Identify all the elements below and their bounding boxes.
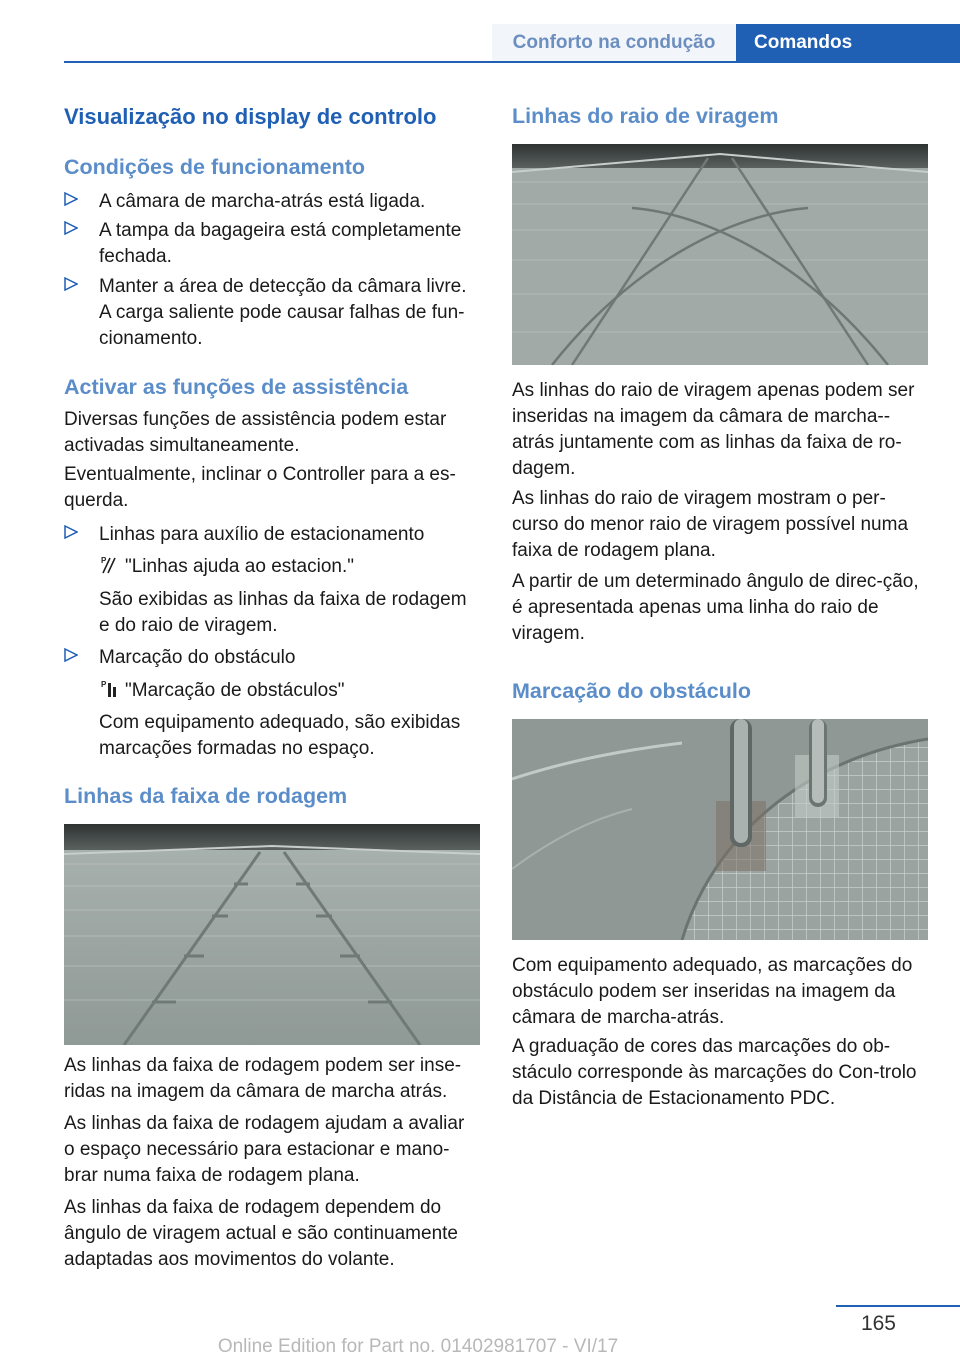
section-title: Visualização no display de controlo [64, 104, 437, 129]
option-parking-lines-label: Linhas para auxílio de estacionamento [99, 524, 425, 545]
activate-heading: Activar as funções de assistência [64, 375, 409, 399]
edition-note [0, 1336, 960, 1358]
option-obstacle-label: Marcação do obstáculo [99, 647, 296, 668]
option-obstacle-menu [99, 678, 480, 704]
triangle-right-icon [64, 192, 78, 206]
turn-radius-camera-image [512, 144, 928, 365]
list-item-text: A tampa da bagageira está completamente fechada. [99, 220, 462, 267]
header-chapter-tab: Comandos [736, 24, 960, 61]
obstacle-paragraph-1: Com equipamento adequado, as marcações do obstáculo podem ser inseridas na imagem da câmara de marcha-atrás. [512, 955, 913, 1028]
page-number: 165 [860, 1312, 896, 1335]
triangle-right-icon [64, 277, 78, 291]
list-item [64, 274, 480, 352]
svg-text:P: P [101, 680, 107, 689]
list-item [64, 645, 480, 671]
header-rule [64, 61, 960, 63]
activate-paragraph-1: Diversas funções de assistência podem estar activadas simultaneamente. [64, 409, 447, 456]
obstacle-heading: Marcação do obstáculo [512, 679, 751, 703]
turn-paragraph-1: As linhas do raio de viragem apenas podem ser inseridas na imagem da câmara de marcha--atrás juntamente com as linhas da faixa de ro-dagem. [512, 380, 915, 479]
parking-lines-icon [99, 555, 119, 575]
lane-paragraph-2: As linhas da faixa de rodagem ajudam a avaliar o espaço necessário para estacionar e mano-brar numa faixa de rodagem plana. [64, 1113, 465, 1186]
footer-rule [836, 1305, 960, 1307]
triangle-right-icon [64, 221, 78, 235]
turn-paragraph-3: A partir de um determinado ângulo de direc-ção, é apresentada apenas uma linha do raio de viragem. [512, 571, 919, 644]
list-item [64, 189, 480, 215]
lane-lines-camera-image [64, 824, 480, 1045]
turn-radius-heading: Linhas do raio de viragem [512, 104, 779, 128]
header-section-tab: Conforto na condução [492, 24, 736, 61]
option-parking-lines-desc: São exibidas as linhas da faixa de rodagem e do raio de viragem. [99, 589, 467, 636]
lane-paragraph-3: As linhas da faixa de rodagem dependem do ângulo de viragem actual e são continuamente adaptadas aos movimentos do volante. [64, 1197, 458, 1270]
triangle-right-icon [64, 525, 78, 539]
svg-text:P: P [101, 556, 107, 565]
lane-paragraph-1: As linhas da faixa de rodagem podem ser inse-ridas na imagem da câmara de marcha atrás. [64, 1055, 462, 1102]
option-obstacle-desc: Com equipamento adequado, são exibidas marcações formadas no espaço. [99, 712, 461, 759]
edition-text: Online Edition for Part no. 01402981707 - VI/17 [217, 1336, 619, 1357]
turn-paragraph-2: As linhas do raio de viragem mostram o per-curso do menor raio de viragem possível numa faixa de rodagem plana. [512, 488, 909, 561]
lane-lines-heading: Linhas da faixa de rodagem [64, 784, 348, 808]
obstacle-marking-icon [99, 679, 119, 699]
menu-item-text: "Linhas ajuda ao estacion." [125, 556, 354, 577]
list-item-text: Manter a área de detecção da câmara livre. A carga saliente pode causar falhas de fun-cionamento. [99, 276, 467, 349]
activate-paragraph-2: Eventualmente, inclinar o Controller para a es-querda. [64, 464, 456, 511]
triangle-right-icon [64, 648, 78, 662]
list-item [64, 218, 480, 270]
list-item [64, 522, 480, 548]
menu-item-text: "Marcação de obstáculos" [125, 680, 345, 701]
obstacle-marking-camera-image [512, 719, 928, 940]
conditions-heading: Condições de funcionamento [64, 155, 366, 179]
obstacle-paragraph-2: A graduação de cores das marcações do ob-stáculo corresponde às marcações do Con-trolo da Distância de Estacionamento PDC. [512, 1036, 917, 1109]
option-parking-lines-menu [99, 554, 480, 580]
list-item-text: A câmara de marcha-atrás está ligada. [99, 191, 426, 212]
